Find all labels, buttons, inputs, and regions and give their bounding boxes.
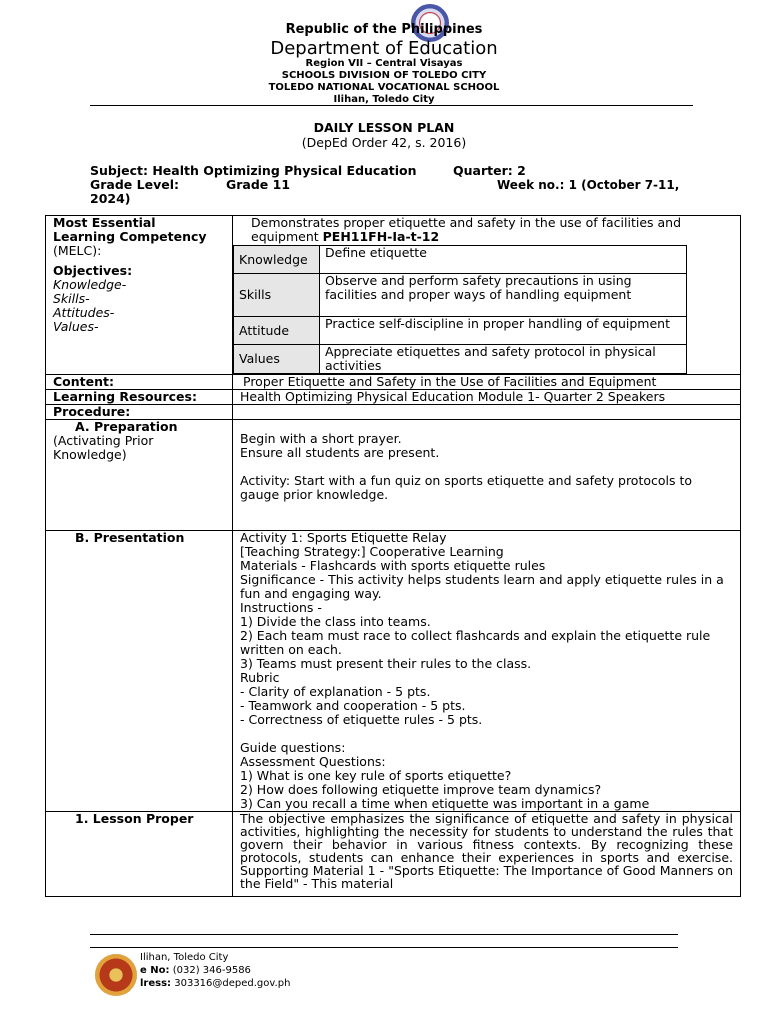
subject-text: Subject: Health Optimizing Physical Education: [90, 163, 417, 178]
footer-email: [140, 978, 290, 989]
preparation-row: [46, 420, 741, 531]
presentation-line: Activity 1: Sports Etiquette Relay: [240, 530, 447, 545]
preparation-line: Ensure all students are present.: [240, 445, 440, 460]
melc-row: [46, 216, 741, 375]
school-name: TOLEDO NATIONAL VOCATIONAL SCHOOL: [268, 82, 500, 93]
presentation-line: Guide questions:: [240, 740, 346, 755]
objective-row: [234, 345, 687, 374]
preparation-label-cell: [46, 420, 233, 531]
presentation-line: 1) What is one key rule of sports etiquette?: [240, 768, 512, 783]
melc-label-1: Most Essential: [53, 215, 156, 230]
region-text: Region VII – Central Visayas: [305, 58, 463, 69]
school-logo: [95, 954, 137, 996]
presentation-line: 2) Each team must race to collect flashcards and explain the etiquette rule written on each.: [240, 628, 711, 657]
presentation-line: - Correctness of etiquette rules - 5 pts.: [240, 712, 483, 727]
grade-value: Grade 11: [226, 177, 291, 192]
presentation-content: [233, 531, 741, 812]
presentation-line: Instructions -: [240, 600, 322, 615]
footer-phone-value: (032) 346-9586: [172, 965, 251, 976]
lesson-plan-table: [45, 215, 741, 897]
objective-row: [234, 317, 687, 345]
grade-label: Grade Level:: [90, 177, 179, 192]
objective-knowledge-label: Knowledge-: [53, 277, 127, 292]
footer-phone: [140, 965, 251, 976]
presentation-line: 1) Divide the class into teams.: [240, 614, 431, 629]
melc-label-2: Learning Competency: [53, 229, 207, 244]
week-year: 2024): [90, 191, 131, 206]
preparation-sub-1: (Activating Prior: [53, 433, 154, 448]
objective-values-label: Values-: [53, 319, 99, 334]
doc-order: (DepEd Order 42, s. 2016): [301, 135, 467, 150]
doc-title: DAILY LESSON PLAN: [313, 120, 455, 135]
footer-divider-top: [90, 934, 678, 935]
footer-divider-bottom: [90, 947, 678, 948]
content-value: Proper Etiquette and Safety in the Use of Facilities and Equipment: [233, 375, 741, 390]
footer-address: Ilihan, Toledo City: [140, 952, 229, 963]
presentation-line: 3) Teams must present their rules to the class.: [240, 656, 532, 671]
objective-value: Define etiquette: [320, 246, 687, 274]
week-text: Week no.: 1 (October 7-11,: [497, 178, 680, 192]
presentation-label-cell: [46, 531, 233, 812]
lesson-proper-text: The objective emphasizes the significance of etiquette and safety in physical activities, highlighting the necessity for students to understand the rules that govern their behavior in various fitness contexts. By recognizing these protocols, students can enhance their experiences in sports and exercise. Supporting Material 1 - "Sports Etiquette: The Importance of Good Manners on the Field" - This material: [240, 812, 733, 891]
footer-email-label: lress:: [140, 978, 172, 989]
objective-row: [234, 246, 687, 274]
melc-label-3: (MELC):: [53, 243, 102, 258]
content-row: [46, 375, 741, 390]
objectives-heading: Objectives:: [53, 263, 133, 278]
lesson-proper-row: [46, 812, 741, 897]
preparation-content: [233, 420, 741, 531]
footer-phone-label: e No:: [140, 965, 170, 976]
republic-heading: Republic of the Philippines: [285, 22, 483, 37]
melc-text: Demonstrates proper etiquette and safety in the use of facilities and equipment: [251, 215, 682, 244]
presentation-line: - Clarity of explanation - 5 pts.: [240, 684, 431, 699]
presentation-line: Rubric: [240, 670, 280, 685]
presentation-line: Assessment Questions:: [240, 754, 386, 769]
presentation-line: 3) Can you recall a time when etiquette was important in a game: [240, 796, 650, 811]
quarter-text: Quarter: 2: [453, 163, 526, 178]
resources-value: Health Optimizing Physical Education Module 1- Quarter 2 Speakers: [233, 390, 741, 405]
school-address: Ilihan, Toledo City: [333, 94, 435, 105]
resources-row: [46, 390, 741, 405]
preparation-line: Begin with a short prayer.: [240, 431, 402, 446]
presentation-line: 2) How does following etiquette improve team dynamics?: [240, 782, 602, 797]
objective-key: Knowledge: [234, 246, 320, 274]
presentation-line: Significance - This activity helps students learn and apply etiquette rules in a fun and engaging way.: [240, 572, 724, 601]
presentation-heading: B. Presentation: [75, 530, 185, 545]
objective-value: Practice self-discipline in proper handling of equipment: [320, 317, 687, 345]
footer-email-value: 303316@deped.gov.ph: [174, 978, 291, 989]
objective-key: Skills: [234, 274, 320, 317]
header-divider: [90, 105, 693, 106]
objective-key: Values: [234, 345, 320, 374]
presentation-row: [46, 531, 741, 812]
objective-key: Attitude: [234, 317, 320, 345]
preparation-sub-2: Knowledge): [53, 447, 127, 462]
lesson-proper-content: [233, 812, 741, 897]
resources-label: Learning Resources:: [46, 390, 233, 405]
objective-row: [234, 274, 687, 317]
procedure-row: [46, 405, 741, 420]
objective-value: Appreciate etiquettes and safety protocol in physical activities: [320, 345, 687, 374]
procedure-label: Procedure:: [46, 405, 233, 420]
preparation-heading: A. Preparation: [75, 419, 178, 434]
objective-skills-label: Skills-: [53, 291, 90, 306]
melc-label-cell: [46, 216, 233, 375]
lesson-proper-label-cell: [46, 812, 233, 897]
preparation-line: Activity: Start with a fun quiz on sports etiquette and safety protocols to gauge prior knowledge.: [240, 473, 693, 502]
objective-value: Observe and perform safety precautions in using facilities and proper ways of handling equipment: [320, 274, 687, 317]
division-text: SCHOOLS DIVISION OF TOLEDO CITY: [281, 70, 487, 81]
presentation-line: - Teamwork and cooperation - 5 pts.: [240, 698, 466, 713]
presentation-line: [Teaching Strategy:] Cooperative Learning: [240, 544, 504, 559]
objective-attitudes-label: Attitudes-: [53, 305, 115, 320]
lesson-proper-heading: 1. Lesson Proper: [75, 811, 194, 826]
department-heading: Department of Education: [270, 38, 498, 59]
melc-code: PEH11FH-Ia-t-12: [322, 229, 440, 244]
presentation-line: Materials - Flashcards with sports etiquette rules: [240, 558, 546, 573]
melc-value-cell: [233, 216, 741, 375]
objectives-table: [233, 245, 687, 374]
content-label: Content:: [46, 375, 233, 390]
